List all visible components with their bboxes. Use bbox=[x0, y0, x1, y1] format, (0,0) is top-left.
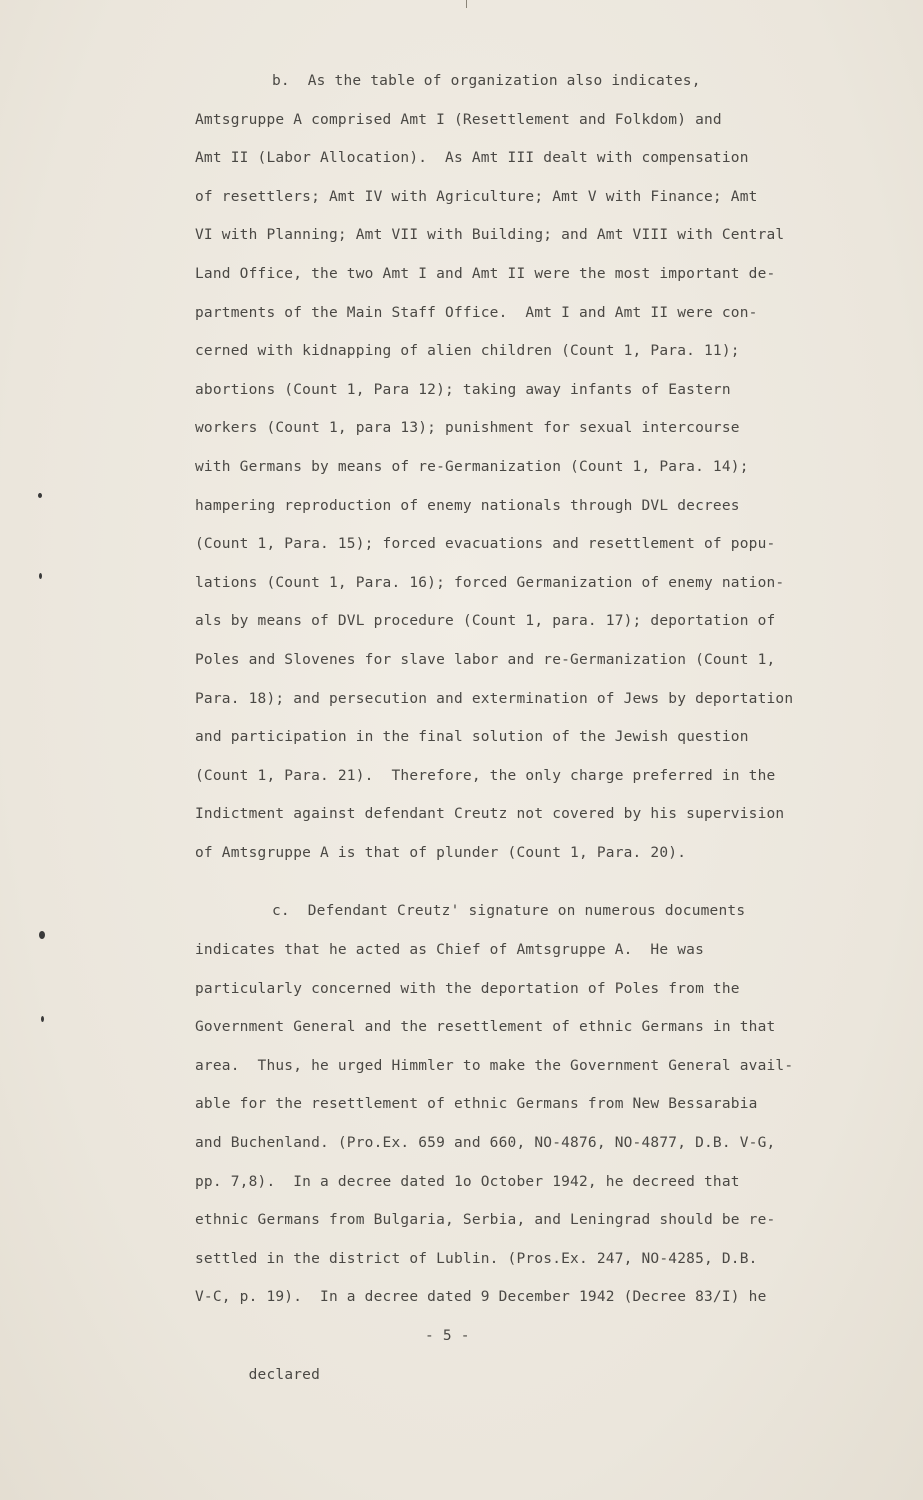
page-number: - 5 - bbox=[425, 1328, 470, 1344]
text-line: pp. 7,8). In a decree dated 1o October 1942, he decreed that bbox=[195, 1173, 740, 1190]
text-line: (Count 1, Para. 15); forced evacuations and resettlement of popu- bbox=[195, 536, 776, 553]
punch-mark bbox=[39, 931, 45, 939]
text-line: Para. 18); and persecution and extermination of Jews by deportation bbox=[195, 690, 794, 707]
text-line: area. Thus, he urged Himmler to make the Government General avail- bbox=[195, 1057, 794, 1074]
text-line: partments of the Main Staff Office. Amt I and Amt II were con- bbox=[195, 304, 758, 321]
text-line: particularly concerned with the deportation of Poles from the bbox=[195, 980, 740, 997]
text-line: V-C, p. 19). In a decree dated 9 December 1942 (Decree 83/I) he bbox=[195, 1289, 767, 1306]
punch-mark bbox=[39, 573, 42, 579]
text-line: Indictment against defendant Creutz not covered by his supervision bbox=[195, 806, 785, 823]
text-line: workers (Count 1, para 13); punishment for sexual intercourse bbox=[195, 420, 740, 437]
text-line: able for the resettlement of ethnic Germans from New Bessarabia bbox=[195, 1096, 758, 1113]
text-line: als by means of DVL procedure (Count 1, para. 17); deportation of bbox=[195, 613, 776, 630]
text-line: settled in the district of Lublin. (Pros.Ex. 247, NO-4285, D.B. bbox=[195, 1250, 758, 1267]
text-line: b. As the table of organization also indicates, bbox=[272, 73, 701, 89]
text-line: c. Defendant Creutz' signature on numerous documents bbox=[272, 903, 746, 920]
fold-mark bbox=[466, 0, 467, 8]
text-line: hampering reproduction of enemy nationals through DVL decrees bbox=[195, 497, 740, 514]
text-line: Amt II (Labor Allocation). As Amt III dealt with compensation bbox=[195, 150, 749, 167]
text-line: ethnic Germans from Bulgaria, Serbia, and Leningrad should be re- bbox=[195, 1212, 776, 1229]
continuation-word: declared bbox=[248, 1366, 321, 1383]
text-line: and participation in the final solution of the Jewish question bbox=[195, 729, 749, 746]
paragraph-b bbox=[195, 62, 875, 872]
text-line: Government General and the resettlement of ethnic Germans in that bbox=[195, 1019, 776, 1036]
document-text bbox=[195, 62, 875, 1383]
text-line: abortions (Count 1, Para 12); taking away infants of Eastern bbox=[195, 381, 731, 398]
text-line: VI with Planning; Amt VII with Building; and Amt VIII with Central bbox=[195, 227, 785, 244]
paragraph-c bbox=[195, 892, 875, 1317]
text-line: Land Office, the two Amt I and Amt II were the most important de- bbox=[195, 265, 776, 282]
text-line: of resettlers; Amt IV with Agriculture; Amt V with Finance; Amt bbox=[195, 188, 758, 205]
last-line bbox=[195, 1317, 875, 1383]
text-line: with Germans by means of re-Germanization (Count 1, Para. 14); bbox=[195, 458, 749, 475]
punch-mark bbox=[38, 493, 42, 498]
text-line: (Count 1, Para. 21). Therefore, the only charge preferred in the bbox=[195, 767, 776, 784]
text-line: lations (Count 1, Para. 16); forced Germanization of enemy nation- bbox=[195, 574, 785, 591]
text-line: cerned with kidnapping of alien children (Count 1, Para. 11); bbox=[195, 343, 740, 360]
text-line: and Buchenland. (Pro.Ex. 659 and 660, NO-4876, NO-4877, D.B. V-G, bbox=[195, 1135, 776, 1152]
text-line: Amtsgruppe A comprised Amt I (Resettlement and Folkdom) and bbox=[195, 111, 722, 128]
text-line: indicates that he acted as Chief of Amtsgruppe A. He was bbox=[195, 942, 704, 959]
punch-mark bbox=[41, 1016, 44, 1022]
text-line: of Amtsgruppe A is that of plunder (Count 1, Para. 20). bbox=[195, 844, 687, 861]
text-line: Poles and Slovenes for slave labor and re-Germanization (Count 1, bbox=[195, 651, 776, 668]
